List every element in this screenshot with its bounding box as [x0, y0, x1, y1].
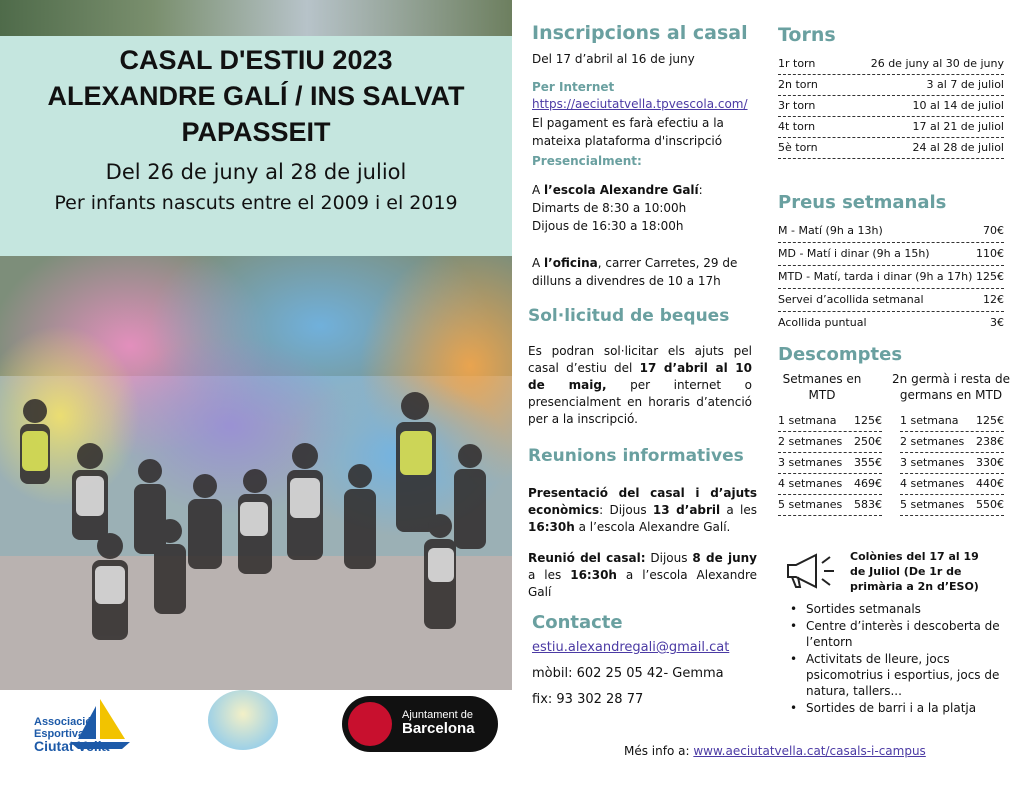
descompte-row — [900, 474, 1004, 495]
activitat-item: • Activitats de lleure, jocs psicomotrius i esportius, jocs de natura, tallers... — [778, 651, 1010, 699]
torn-row — [778, 96, 1004, 117]
beques-text-a: Es podran sol·licitar els ajuts pel casal d’estiu del — [528, 344, 752, 375]
descompte-row — [900, 495, 1004, 516]
preu-price: 3€ — [990, 316, 1004, 329]
preu-row — [778, 312, 1004, 334]
descomptes-col2 — [900, 411, 1004, 516]
descompte-weeks: 1 setmana — [778, 414, 837, 427]
descompte-price: 583€ — [854, 498, 882, 511]
descomptes-heading: Descomptes — [778, 344, 903, 365]
descomptes-col1 — [778, 411, 882, 516]
inscription-link[interactable]: https://aeciutatvella.tpvescola.com/ — [532, 97, 748, 111]
descompte-row — [778, 495, 882, 516]
descompte-weeks: 1 setmana — [900, 414, 959, 427]
descompte-row — [778, 432, 882, 453]
descompte-weeks: 3 setmanes — [778, 456, 843, 469]
preu-row — [778, 289, 1004, 312]
office-address: , carrer Carretes, 29 de — [597, 256, 738, 270]
reunio-1-date: 13 d’abril — [652, 503, 721, 517]
torns-heading: Torns — [778, 24, 836, 46]
preus-heading: Preus setmanals — [778, 192, 947, 213]
office-hours: dilluns a divendres de 10 a 17h — [532, 274, 721, 288]
torn-name: 5è torn — [778, 141, 818, 154]
payment-note: El pagament es farà efectiu a la mateixa plataforma d'inscripció — [532, 116, 724, 148]
beques-text-b: per internet o presencialment en horaris d’atenció per a la inscripció. — [528, 378, 752, 426]
beques-heading: Sol·licitud de beques — [528, 306, 730, 326]
ajuntament-logo-text — [402, 708, 475, 736]
descompte-weeks: 4 setmanes — [778, 477, 843, 490]
title-line-2: ALEXANDRE GALÍ / INS SALVAT — [47, 81, 465, 111]
activitats-list — [778, 601, 1010, 717]
reunio-casal — [528, 550, 757, 601]
torn-name: 2n torn — [778, 78, 818, 91]
preu-row — [778, 266, 1004, 289]
activitat-item: • Centre d’interès i descoberta de l’entorn — [778, 618, 1010, 650]
descompte-price: 238€ — [976, 435, 1004, 448]
torn-row — [778, 117, 1004, 138]
internet-label: Per Internet — [532, 80, 615, 94]
descompte-row — [900, 453, 1004, 474]
reunio-2-text-b: a les — [528, 568, 571, 582]
title-line-1: CASAL D'ESTIU 2023 — [119, 45, 393, 75]
descompte-price: 550€ — [976, 498, 1004, 511]
ajuntament-logo — [342, 696, 498, 752]
preu-price: 12€ — [983, 293, 1004, 306]
reunio-1-text-a: : Dijous — [599, 503, 653, 517]
descompte-row — [900, 411, 1004, 432]
torn-row — [778, 75, 1004, 96]
birth-years: Per infants nascuts entre el 2009 i el 2019 — [54, 192, 458, 214]
ace-line-3: Ciutat Vella — [34, 738, 110, 754]
school-name: l’escola Alexandre Galí — [544, 183, 699, 197]
school-hours-2: Dijous de 16:30 a 18:00h — [532, 219, 684, 233]
reunio-2-date: 8 de juny — [692, 551, 757, 565]
torn-dates: 3 al 7 de juliol — [926, 78, 1004, 91]
office-location — [532, 254, 757, 272]
preu-price: 125€ — [976, 270, 1004, 283]
contact-email-link[interactable]: estiu.alexandregali@gmail.cat — [532, 640, 730, 655]
school-logo-icon — [208, 690, 278, 750]
office-name: l’oficina — [544, 256, 598, 270]
contact-mobile: mòbil: 602 25 05 42- Gemma — [532, 666, 724, 681]
ajuntament-line-2: Barcelona — [402, 720, 475, 737]
mes-info — [624, 744, 926, 758]
ace-line-2: Esportiva — [34, 728, 85, 740]
office-prefix: A — [532, 256, 545, 270]
inscripcions-period: Del 17 d’abril al 16 de juny — [532, 52, 695, 66]
preu-name: Acollida puntual — [778, 316, 867, 329]
preu-row — [778, 243, 1004, 266]
inscripcions-heading: Inscripcions al casal — [532, 22, 748, 44]
torn-dates: 24 al 28 de juliol — [912, 141, 1004, 154]
descompte-weeks: 4 setmanes — [900, 477, 965, 490]
descompte-weeks: 2 setmanes — [778, 435, 843, 448]
holi-photo — [0, 256, 512, 690]
descompte-weeks: 2 setmanes — [900, 435, 965, 448]
barcelona-shield-icon — [348, 702, 392, 746]
mes-info-label: Més info a: — [624, 744, 694, 758]
school-location — [532, 181, 703, 199]
descompte-weeks: 5 setmanes — [900, 498, 965, 511]
presencial-label: Presencialment: — [532, 154, 642, 168]
torn-row — [778, 54, 1004, 75]
contact-fix: fix: 93 302 28 77 — [532, 692, 644, 707]
megaphone-icon — [784, 551, 842, 591]
school-suffix: : — [698, 183, 703, 197]
preu-name: Servei d’acollida setmanal — [778, 293, 924, 306]
contacte-heading: Contacte — [532, 612, 623, 633]
activitat-item: • Sortides setmanals — [778, 601, 1010, 617]
torn-dates: 26 de juny al 30 de juny — [870, 57, 1004, 70]
descompte-weeks: 3 setmanes — [900, 456, 965, 469]
top-photo-strip — [0, 0, 512, 36]
ajuntament-line-1: Ajuntament de — [402, 709, 473, 721]
ace-logo-text — [34, 716, 109, 752]
descompte-price: 330€ — [976, 456, 1004, 469]
reunio-1-text-c: a l’escola Alexandre Galí. — [574, 520, 731, 534]
descompte-price: 250€ — [854, 435, 882, 448]
reunio-2-text-a: Dijous — [645, 551, 693, 565]
torn-row — [778, 138, 1004, 159]
preu-name: MD - Matí i dinar (9h a 15h) — [778, 247, 930, 260]
title-box — [0, 36, 512, 256]
torn-dates: 10 al 14 de juliol — [912, 99, 1004, 112]
mes-info-link[interactable]: www.aeciutatvella.cat/casals-i-campus — [693, 744, 926, 758]
descompte-row — [778, 411, 882, 432]
torn-name: 1r torn — [778, 57, 816, 70]
preu-price: 70€ — [983, 224, 1004, 237]
activitat-item: • Sortides de barri i a la platja — [778, 700, 1010, 716]
preu-row — [778, 220, 1004, 243]
torn-name: 3r torn — [778, 99, 816, 112]
descompte-price: 355€ — [854, 456, 882, 469]
reunio-1-time: 16:30h — [528, 520, 575, 534]
beques-dates: 17 d’abril al 10 de maig, — [528, 361, 752, 392]
camp-dates: Del 26 de juny al 28 de juliol — [105, 160, 407, 184]
reunio-1-title: Presentació del casal i d’ajuts econòmics — [528, 486, 757, 517]
descomptes-col2-title: 2n germà i resta de germans en MTD — [892, 372, 1010, 402]
torns-table — [778, 54, 1004, 159]
ace-line-1: Associació — [34, 716, 93, 728]
reunio-2-text-c: a l’escola Alexandre Galí — [528, 568, 758, 599]
title-line-3: PAPASSEIT — [181, 117, 331, 147]
descomptes-col1-title: Setmanes en MTD — [782, 372, 862, 402]
beques-text — [528, 343, 752, 428]
holi-photo-illustration — [0, 256, 512, 690]
preu-name: MTD - Matí, tarda i dinar (9h a 17h) — [778, 270, 973, 283]
school-hours-1: Dimarts de 8:30 a 10:00h — [532, 201, 687, 215]
torn-dates: 17 al 21 de juliol — [912, 120, 1004, 133]
descompte-weeks: 5 setmanes — [778, 498, 843, 511]
descompte-row — [778, 453, 882, 474]
descompte-price: 125€ — [854, 414, 882, 427]
descompte-price: 125€ — [976, 414, 1004, 427]
reunio-1-text-b: a les — [720, 503, 758, 517]
descompte-price: 440€ — [976, 477, 1004, 490]
school-prefix: A — [532, 183, 545, 197]
preu-price: 110€ — [976, 247, 1004, 260]
preus-table — [778, 220, 1004, 334]
descompte-row — [900, 432, 1004, 453]
reunions-heading: Reunions informatives — [528, 446, 744, 466]
logos-bar — [0, 690, 512, 791]
preu-name: M - Matí (9h a 13h) — [778, 224, 883, 237]
colonies-note: Colònies del 17 al 19 de Juliol (De 1r de primària a 2n d’ESO) — [850, 550, 979, 593]
reunio-2-time: 16:30h — [570, 568, 617, 582]
descompte-price: 469€ — [854, 477, 882, 490]
reunio-2-title: Reunió del casal: — [528, 551, 646, 565]
reunio-presentacio — [528, 485, 757, 536]
torn-name: 4t torn — [778, 120, 816, 133]
descompte-row — [778, 474, 882, 495]
